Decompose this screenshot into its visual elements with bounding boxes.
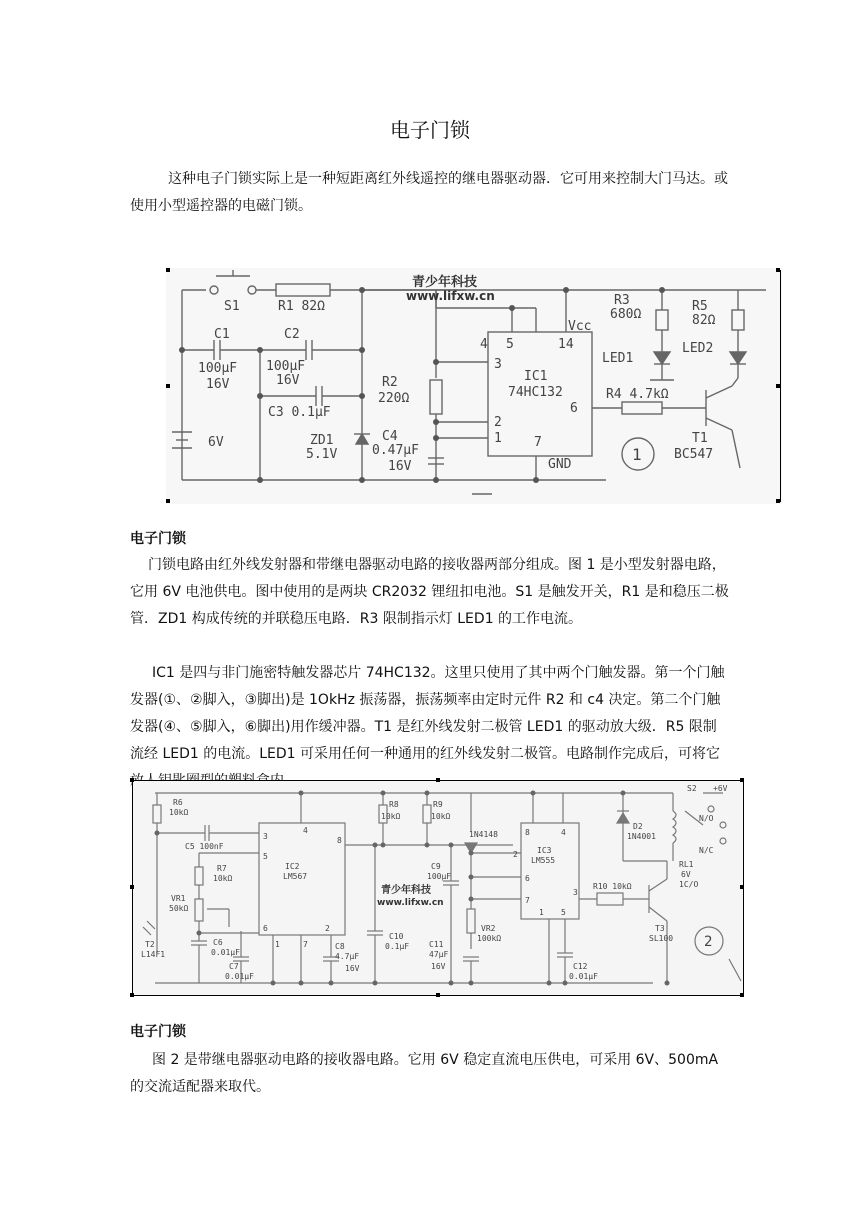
figure-1-handle — [166, 268, 170, 272]
label-t2-part: L14F1 — [141, 950, 166, 959]
label-c6-value: 0.01μF — [211, 948, 240, 957]
label-c1-volt: 16V — [206, 377, 230, 392]
label-pin2: 2 — [494, 415, 502, 430]
pin-ic3-5: 5 — [561, 908, 566, 917]
figure-1-caption: 电子门锁 — [130, 531, 186, 547]
paragraph-4: 图 2 是带继电器驱动电路的接收器电路。它用 6V 稳定直流电压供电，可采用 6V、500mA 的交流适配器来取代。 — [130, 1052, 719, 1095]
figure-2-handle — [130, 885, 134, 889]
label-t1: T1 — [692, 431, 708, 446]
label-ic3-part: LM555 — [531, 856, 556, 865]
label-no: N/O — [699, 814, 714, 823]
page-title: 电子门锁 — [390, 118, 470, 142]
figure-2-schematic — [132, 780, 744, 996]
label-r2-value: 220Ω — [378, 391, 410, 406]
label-c9: C9 — [431, 862, 441, 871]
label-r7-value: 10kΩ — [213, 874, 233, 883]
label-s1: S1 — [224, 299, 240, 314]
figure-2-handle — [740, 885, 744, 889]
label-c5: C5 100nF — [185, 842, 224, 851]
pin-ic3-8: 8 — [525, 828, 530, 837]
label-pin5: 5 — [506, 337, 514, 352]
label-pin14: 14 — [558, 337, 574, 352]
pin-ic2-1: 1 — [275, 940, 280, 949]
label-r10: R10 10kΩ — [593, 882, 632, 891]
label-r6-value: 10kΩ — [169, 808, 189, 817]
pin-ic2-8: 8 — [337, 836, 342, 845]
label-vcc: Vcc — [568, 319, 592, 334]
label-r3-value: 680Ω — [610, 307, 642, 322]
label-c6: C6 — [213, 938, 223, 947]
label-c1: C1 — [214, 327, 230, 342]
label-pin1: 1 — [494, 431, 502, 446]
label-c2: C2 — [284, 327, 300, 342]
label-r8-value: 10kΩ — [381, 812, 401, 821]
pin-ic2-6: 6 — [263, 924, 268, 933]
label-vr1-value: 50kΩ — [169, 904, 189, 913]
label-pin7: 7 — [534, 435, 542, 450]
pin-ic2-4: 4 — [303, 826, 308, 835]
label-r6: R6 — [173, 798, 183, 807]
figure-2-watermark-cn: 青少年科技 — [381, 885, 431, 896]
figure-2-handle — [130, 993, 134, 997]
label-c1-value: 100μF — [198, 361, 238, 376]
figure-1-number: 1 — [632, 445, 642, 464]
figure-2-watermark-url: www.lifxw.cn — [377, 898, 444, 908]
label-t3-part: SL100 — [649, 934, 674, 943]
label-ic2: IC2 — [285, 862, 300, 871]
label-pin3: 3 — [494, 357, 502, 372]
label-ic1: IC1 — [524, 369, 548, 384]
label-r7: R7 — [217, 864, 227, 873]
label-t1-part: BC547 — [674, 447, 714, 462]
figure-1-schematic — [166, 268, 782, 504]
label-c11-value: 47μF — [429, 950, 449, 959]
label-c9-value: 100μF — [427, 872, 452, 881]
label-c12-value: 0.01μF — [569, 972, 598, 981]
figure-1-watermark-cn: 青少年科技 — [412, 275, 478, 290]
label-c2-volt: 16V — [276, 373, 300, 388]
label-c10-value: 0.1μF — [385, 942, 410, 951]
figure-2-number: 2 — [704, 934, 713, 950]
figure-2-handle — [740, 993, 744, 997]
label-zd1-value: 5.1V — [306, 447, 338, 462]
label-r4: R4 4.7kΩ — [606, 387, 669, 402]
label-c8-volt: 16V — [345, 964, 360, 973]
pin-ic3-6: 6 — [525, 874, 530, 883]
pin-ic3-7: 7 — [525, 896, 530, 905]
label-c8: C8 — [335, 942, 345, 951]
label-supply: +6V — [713, 784, 728, 793]
paragraph-2: 门锁电路由红外线发射器和带继电器驱动电路的接收器两部分组成。图 1 是小型发射器电路，它用 6V 电池供电。图中使用的是两块 CR2032 锂纽扣电池。S1 是触发开关，R1 是和稳压二极管．ZD1 构成传统的并联稳压电路．R3 限制指示灯 LED1 的工作电流。 — [130, 557, 729, 627]
figure-2-handle — [740, 778, 744, 782]
pin-ic2-2: 2 — [325, 924, 330, 933]
label-r5-value: 82Ω — [692, 313, 716, 328]
label-s2: S2 — [687, 784, 697, 793]
label-d1: 1N4148 — [469, 830, 498, 839]
label-zd1: ZD1 — [310, 433, 334, 448]
label-c3: C3 0.1μF — [268, 405, 331, 420]
label-r2: R2 — [382, 375, 398, 390]
label-c2-value: 100μF — [266, 359, 306, 374]
label-battery: 6V — [208, 435, 224, 450]
figure-2-svg — [133, 781, 743, 995]
label-d2: D2 — [633, 822, 643, 831]
label-r1: R1 82Ω — [278, 299, 325, 314]
pin-ic3-4: 4 — [561, 828, 566, 837]
label-d2-part: 1N4001 — [627, 832, 656, 841]
label-ic3: IC3 — [537, 846, 552, 855]
figure-2-caption: 电子门锁 — [130, 1024, 186, 1040]
pin-ic3-3: 3 — [573, 888, 578, 897]
label-c7-value: 0.01μF — [225, 972, 254, 981]
label-led2: LED2 — [682, 341, 714, 356]
label-c4-volt: 16V — [388, 459, 412, 474]
label-pin6: 6 — [570, 401, 578, 416]
label-nc: N/C — [699, 846, 714, 855]
figure-1-border — [780, 270, 781, 502]
label-c12: C12 — [573, 962, 588, 971]
label-r9-value: 10kΩ — [431, 812, 451, 821]
figure-1-svg — [166, 268, 782, 504]
label-r9: R9 — [433, 800, 443, 809]
label-c7: C7 — [229, 962, 239, 971]
pin-ic3-1: 1 — [539, 908, 544, 917]
figure-2-handle — [436, 993, 440, 997]
pin-ic2-7: 7 — [303, 940, 308, 949]
figure-2-handle — [130, 778, 134, 782]
intro-paragraph: 这种电子门锁实际上是一种短距离红外线遥控的继电器驱动器．它可用来控制大门马达。或使用小型遥控器的电磁门锁。 — [130, 171, 728, 214]
label-pin4: 4 — [480, 337, 488, 352]
pin-ic3-2: 2 — [513, 850, 518, 859]
figure-2-handle — [436, 778, 440, 782]
label-r5: R5 — [692, 299, 708, 314]
label-c8-value: 4.7μF — [335, 952, 360, 961]
label-ic1-part: 74HC132 — [508, 385, 563, 400]
pin-ic2-5: 5 — [263, 852, 268, 861]
label-vr1: VR1 — [171, 894, 186, 903]
figure-1-watermark-url: www.lifxw.cn — [406, 289, 495, 303]
label-c4-value: 0.47μF — [372, 443, 419, 458]
figure-1-handle — [166, 499, 170, 503]
label-t3: T3 — [655, 924, 665, 933]
label-r8: R8 — [389, 800, 399, 809]
label-c11-volt: 16V — [431, 962, 446, 971]
figure-1-handle — [166, 384, 170, 388]
label-r3: R3 — [614, 293, 630, 308]
label-gnd: GND — [548, 457, 572, 472]
paragraph-3: IC1 是四与非门施密特触发器芯片 74HC132。这里只使用了其中两个门触发器。第一个门触发器(①、②脚入，③脚出)是 1OkHz 振荡器，振荡频率由定时元件 R2 和 c4 决定。第二个门触发器(④、⑤脚入，⑥脚出)用作缓冲器。T1 是红外线发射二极管 LED1 的驱动放大级．R5 限制流经 LED1 的电流。LED1 可采用任何一种通用的红外线发射二极管。电路制作完成后，可将它 — [130, 665, 725, 762]
label-vr2-value: 100kΩ — [477, 934, 502, 943]
label-c11: C11 — [429, 940, 444, 949]
label-rl1-type: 1C/O — [679, 880, 699, 889]
label-vr2: VR2 — [481, 924, 496, 933]
label-ic2-part: LM567 — [283, 872, 308, 881]
label-c10: C10 — [389, 932, 404, 941]
label-c4: C4 — [382, 429, 398, 444]
label-rl1: RL1 — [679, 860, 694, 869]
pin-ic2-3: 3 — [263, 832, 268, 841]
label-rl1-volt: 6V — [681, 870, 691, 879]
label-led1: LED1 — [602, 351, 634, 366]
label-t2: T2 — [145, 940, 155, 949]
